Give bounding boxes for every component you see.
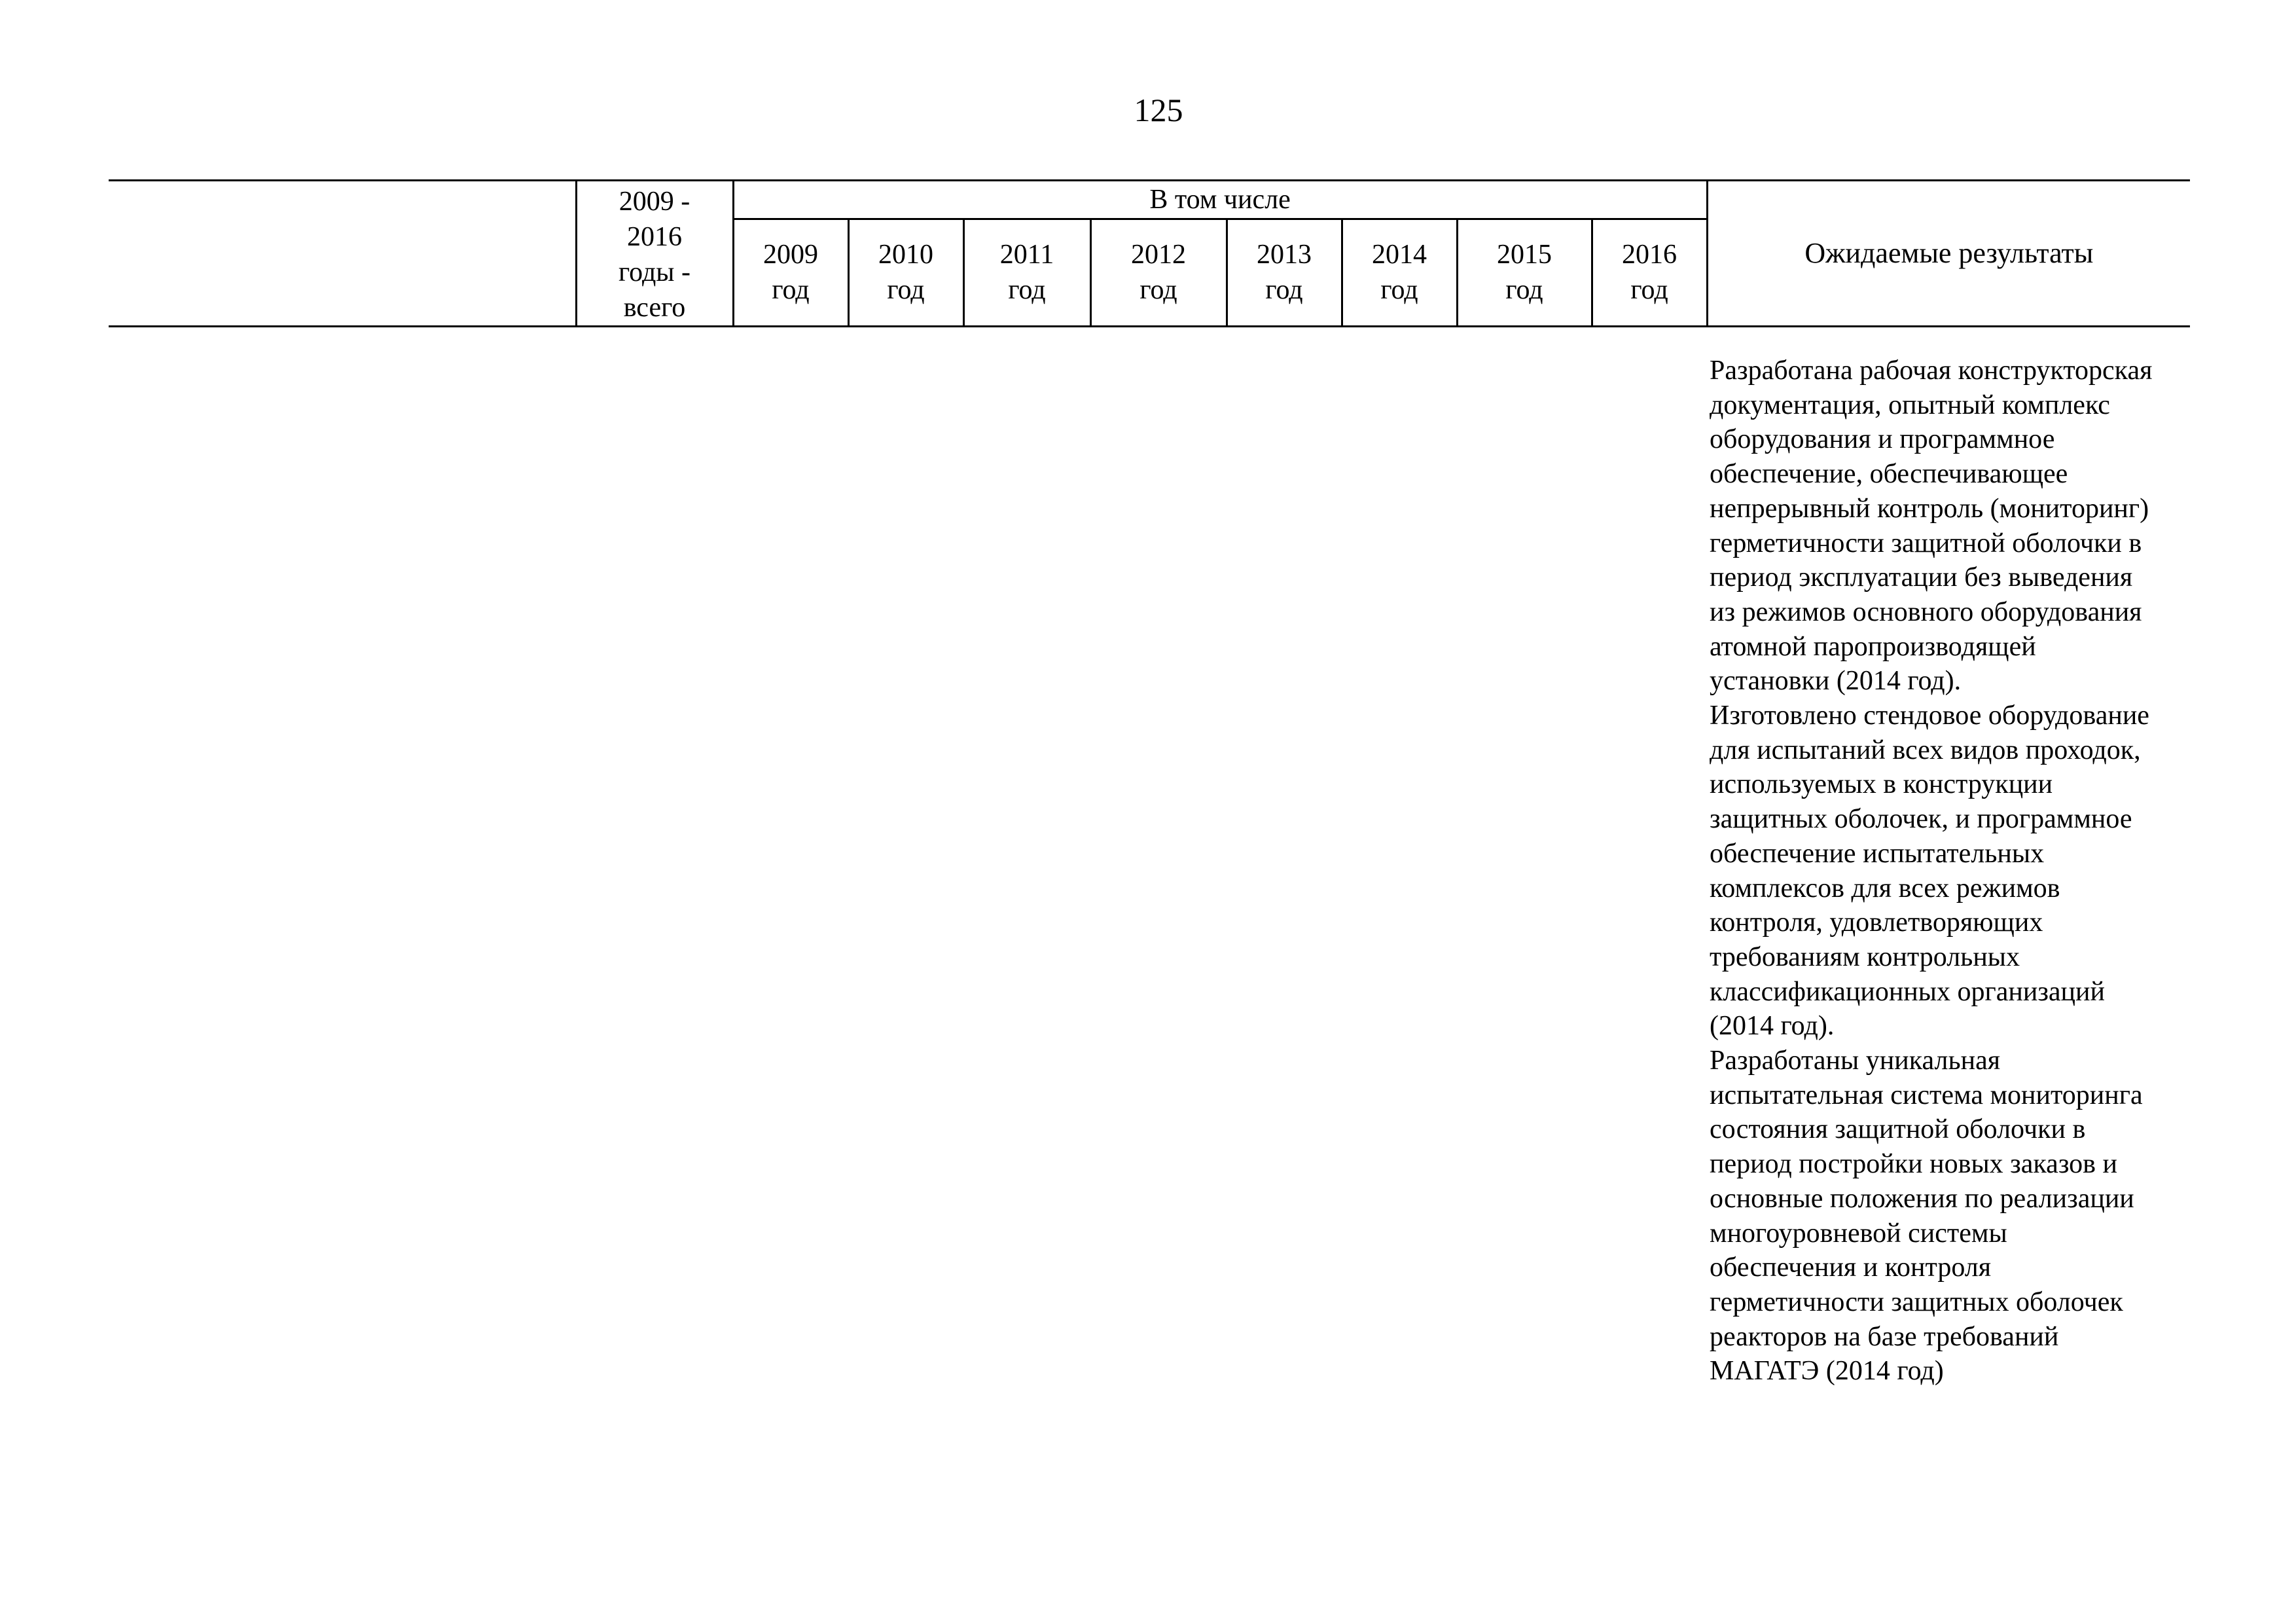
year-unit: год bbox=[1008, 275, 1046, 306]
year-unit: год bbox=[1265, 275, 1303, 306]
year-label: 2009 bbox=[763, 240, 818, 270]
including-header: В том числе bbox=[733, 181, 1707, 219]
expected-results-text: Разработана рабочая конструкторская документация, опытный комплекс оборудования и программное обеспечение, обеспечивающее непрерывный контроль (мониторинг) герметичности защитной оболочки в период эксплуатации без выведения из режимов основного оборудования атомной паропроизводящей установки (2014 год). Изготовлено стендовое оборудование для испытаний всех видов проходок, используемых в конструкции защитных оболочек, и программное обеспечение испытательных комплексов для всех режимов контроля, удовлетворяющих требованиям контрольных классификационных организаций (2014 год). Разработаны уникальная испытательная система мониторинга состояния защитной оболочки в период постройки новых заказов и основные положения по реализации многоуровневой системы обеспечения и контроля герметичности защитных оболочек реакторов на базе требований МАГАТЭ (2014 год) bbox=[1710, 356, 2153, 1387]
year-label: 2010 bbox=[878, 240, 933, 270]
year-label: 2015 bbox=[1497, 240, 1552, 270]
year-header-2010 bbox=[848, 219, 963, 326]
year-label: 2013 bbox=[1257, 240, 1312, 270]
year-header-2016 bbox=[1592, 219, 1707, 326]
year-unit: год bbox=[887, 275, 925, 306]
year-header-2015 bbox=[1457, 219, 1592, 326]
year-header-2013 bbox=[1227, 219, 1342, 326]
year-header-2011 bbox=[963, 219, 1090, 326]
year-unit: год bbox=[1380, 275, 1418, 306]
year-header-2009 bbox=[733, 219, 848, 326]
year-label: 2012 bbox=[1131, 240, 1186, 270]
year-label: 2011 bbox=[999, 240, 1054, 270]
year-unit: год bbox=[772, 275, 810, 306]
year-label: 2014 bbox=[1372, 240, 1427, 270]
expected-results-header: Ожидаемые результаты bbox=[1707, 181, 2190, 327]
blank-column-header bbox=[109, 181, 576, 327]
year-header-2014 bbox=[1342, 219, 1457, 326]
page-number: 125 bbox=[1134, 92, 1183, 128]
table-header bbox=[109, 179, 2190, 327]
total-period-header: 2009 - 2016 годы - всего bbox=[576, 181, 733, 327]
year-label: 2016 bbox=[1622, 240, 1677, 270]
year-unit: год bbox=[1630, 275, 1668, 306]
year-unit: год bbox=[1139, 275, 1177, 306]
year-unit: год bbox=[1505, 275, 1543, 306]
year-header-2012 bbox=[1090, 219, 1227, 326]
